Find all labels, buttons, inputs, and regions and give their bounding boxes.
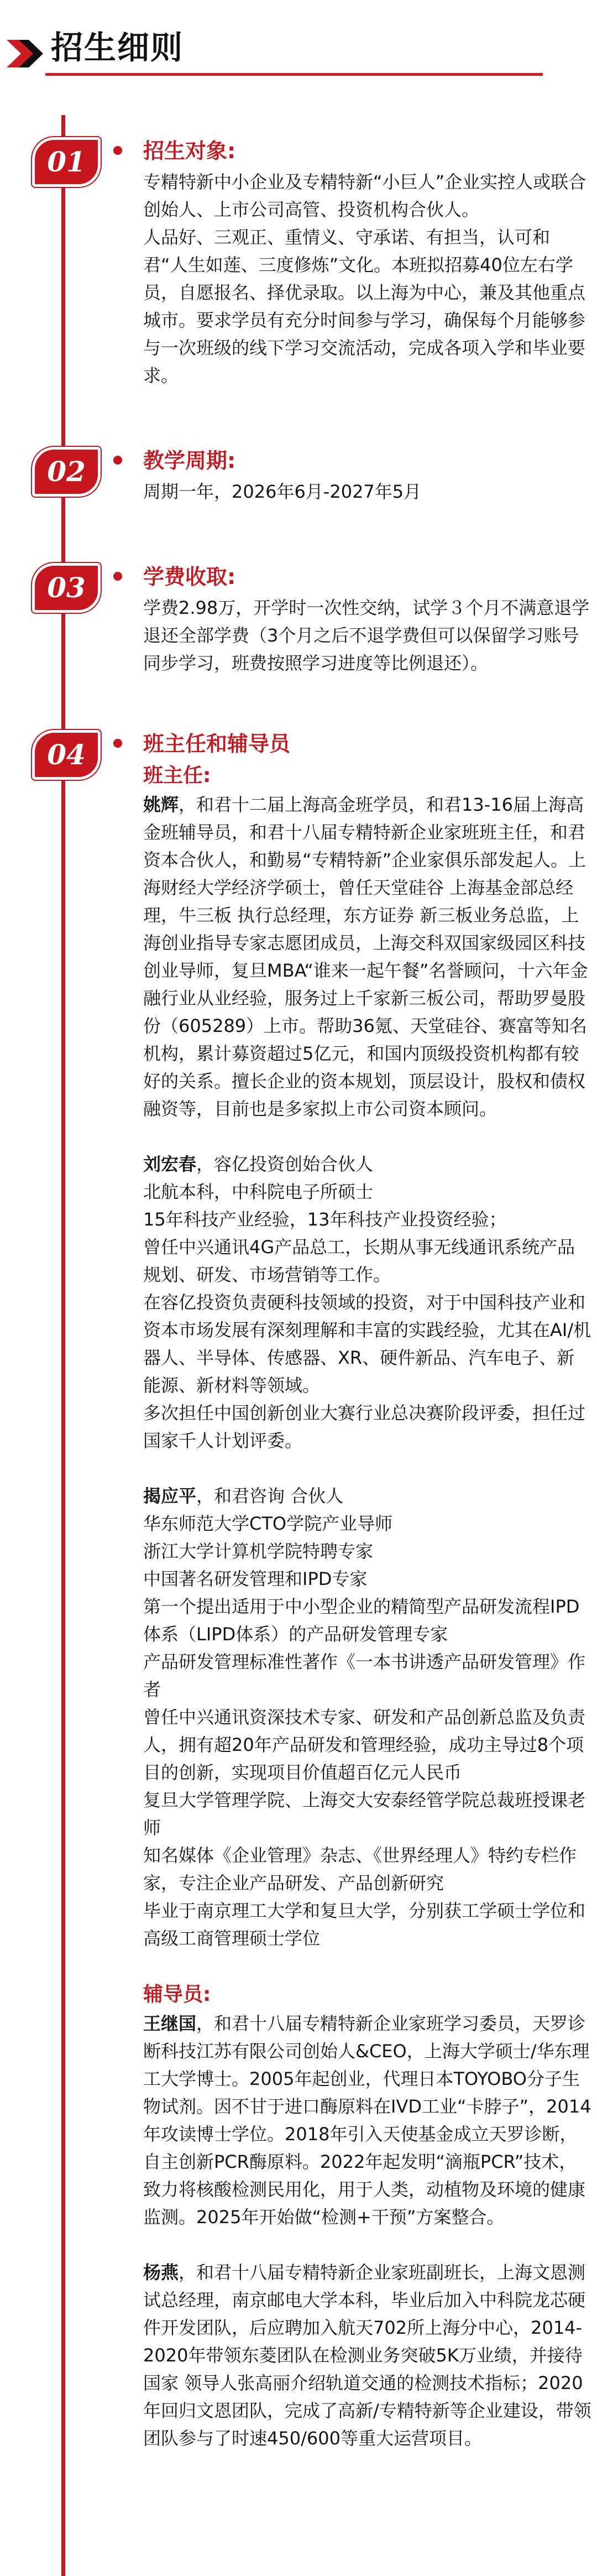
header-underline	[45, 73, 543, 76]
profile-line: 曾任中兴通讯4G产品总工，长期从事无线通讯系统产品规划、研发、市场营销等工作。	[143, 1237, 575, 1285]
paragraph: 周期一年，2026年6月-2027年5月	[143, 481, 422, 502]
bullet-dot-icon	[113, 146, 122, 155]
profile-line: 第一个提出适用于中小型企业的精简型产品研发流程IPD体系（LIPD体系）的产品研发管理专家	[143, 1596, 580, 1645]
person-name: 刘宏春	[143, 1154, 197, 1175]
profile-wang-jiguo: 王继国，和君十八届专精特新企业家班学习委员，天罗诊断科技江苏有限公司创始人&CEO，上海大学硕士/华东理工大学博士。2005年起创业，代理日本TOYOBO分子生物试剂。因不甘于进口酶原料在IVD工业“卡脖子”，2014年攻读博士学位。2018年引入天使基金成立天罗诊断，自主创新PCR酶原料。2022年起发明“滴瓶PCR”技术，致力将核酸检测民用化，用于人类，动植物及环境的健康监测。2025年开始做“检测+干预”方案整合。	[143, 2013, 591, 2228]
page-title: 招生细则	[51, 29, 184, 66]
profile-line: 中国著名研发管理和IPD专家	[143, 1568, 368, 1589]
bullet-dot-icon	[113, 456, 122, 465]
section-number-badge: 02	[32, 447, 101, 497]
page-header	[0, 0, 597, 83]
section-title: 班主任和辅导员	[113, 730, 591, 758]
profile-line: 华东师范大学CTO学院产业导师	[143, 1513, 393, 1534]
section-number-badge: 03	[32, 563, 101, 613]
section-title: 招生对象:	[113, 137, 591, 165]
person-name: 姚辉	[143, 794, 179, 815]
profile-line: 曾任中兴通讯资深技术专家、研发和产品创新总监及负责人，拥有超20年产品研发和管理经验，成功主导过8个项目的创新，实现项目价值超百亿元人民币	[143, 1707, 586, 1783]
section-title: 学费收取:	[113, 563, 591, 591]
section-number-badge: 04	[32, 730, 101, 780]
section-number-badge: 01	[32, 137, 101, 187]
profile-yang-yan: 杨燕，和君十八届专精特新企业家班副班长，上海文恩测试总经理，南京邮电大学本科，毕业后加入中科院龙芯硬件开发团队，后应聘加入航天702所上海分中心，2014-2020年带领东菱团队在检测业务突破5K万业绩，并接待国家 领导人张高丽介绍轨道交通的检测技术指标；2020年回归文恩团队，完成了高新/专精特新等企业建设，带领团队参与了时速450/600等重大运营项目。	[143, 2262, 591, 2449]
section-title: 教学周期:	[113, 447, 591, 474]
profile-line: 浙江大学计算机学院特聘专家	[143, 1541, 374, 1562]
counselor-label: 辅导员:	[143, 1983, 211, 2006]
profile-line: 复旦大学管理学院、上海交大安泰经管学院总裁班授课老师	[143, 1790, 586, 1838]
section-head-teacher-and-counselors	[113, 730, 591, 2452]
profile-line: 北航本科，中科院电子所硕士	[143, 1181, 374, 1202]
chevron-right-icon	[7, 40, 45, 67]
profile-yao-hui: 姚辉，和君十二届上海高金班学员，和君13-16届上海高金班辅导员，和君十八届专精特新企业家班班主任，和君资本合伙人，和勤易“专精特新”企业家俱乐部发起人。上海财经大学经济学硕士，曾任天堂硅谷 上海基金部总经理，牛三板 执行总经理，东方证券 新三板业务总监，上海创业指导专家志愿团成员，上海交科双国家级园区科技创业导师，复旦MBA“谁来一起午餐”名誉顾问，十六年金融行业从业经验，服务过上千家新三板公司，帮助罗曼股份（605289）上市。帮助36氪、天堂硅谷、赛富等知名机构，累计募资超过5亿元，和国内顶级投资机构都有较好的关系。擅长企业的资本规划，顶层设计，股权和债权融资等，目前也是多家拟上市公司资本顾问。	[143, 794, 588, 1119]
head-teacher-label: 班主任:	[143, 764, 211, 787]
profile-line: 在容亿投资负责硬科技领域的投资，对于中国科技产业和资本市场发展有深刻理解和丰富的实践经验，尤其在AI/机器人、半导体、传感器、XR、硬件新品、汽车电子、新能源、新材料等领域。	[143, 1292, 591, 1396]
profile-jie-yingping: 揭应平，和君咨询 合伙人	[143, 1485, 344, 1506]
section-teaching-period	[113, 447, 591, 505]
profile-line: 毕业于南京理工大学和复旦大学，分别获工学硕士学位和高级工商管理硕士学位	[143, 1900, 586, 1949]
profile-line: 多次担任中国创新创业大赛行业总决赛阶段评委，担任过国家千人计划评委。	[143, 1402, 586, 1451]
paragraph: 学费2.98万，开学时一次性交纳，试学３个月不满意退学退还全部学费（3个月之后不退学费但可以保留学习账号同步学习，班费按照学习进度等比例退还）。	[143, 597, 590, 674]
person-name: 杨燕	[143, 2262, 179, 2283]
bullet-dot-icon	[113, 739, 122, 748]
bullet-dot-icon	[113, 572, 122, 581]
person-name: 王继国	[143, 2013, 197, 2034]
section-tuition	[113, 563, 591, 677]
profile-liu-hongchun: 刘宏春，容亿投资创始合伙人	[143, 1154, 374, 1175]
person-name: 揭应平	[143, 1485, 197, 1506]
profile-line: 15年科技产业经验，13年科技产业投资经验；	[143, 1209, 507, 1230]
section-enrollment-target	[113, 137, 591, 389]
paragraph: 专精特新中小企业及专精特新“小巨人”企业实控人或联合创始人、上市公司高管、投资机构合伙人。	[143, 171, 586, 220]
profile-line: 产品研发管理标准性著作《一本书讲透产品研发管理》作者	[143, 1651, 586, 1700]
profile-line: 知名媒体《企业管理》杂志、《世界经理人》特约专栏作家，专注企业产品研发、产品创新研究	[143, 1845, 577, 1894]
paragraph: 人品好、三观正、重情义、守承诺、有担当，认可和君“人生如莲、三度修炼”文化。本班拟招募40位左右学员，自愿报名、择优录取。以上海为中心，兼及其他重点城市。要求学员有充分时间参与学习，确保每个月能够参与一次班级的线下学习交流活动，完成各项入学和毕业要求。	[143, 227, 586, 386]
